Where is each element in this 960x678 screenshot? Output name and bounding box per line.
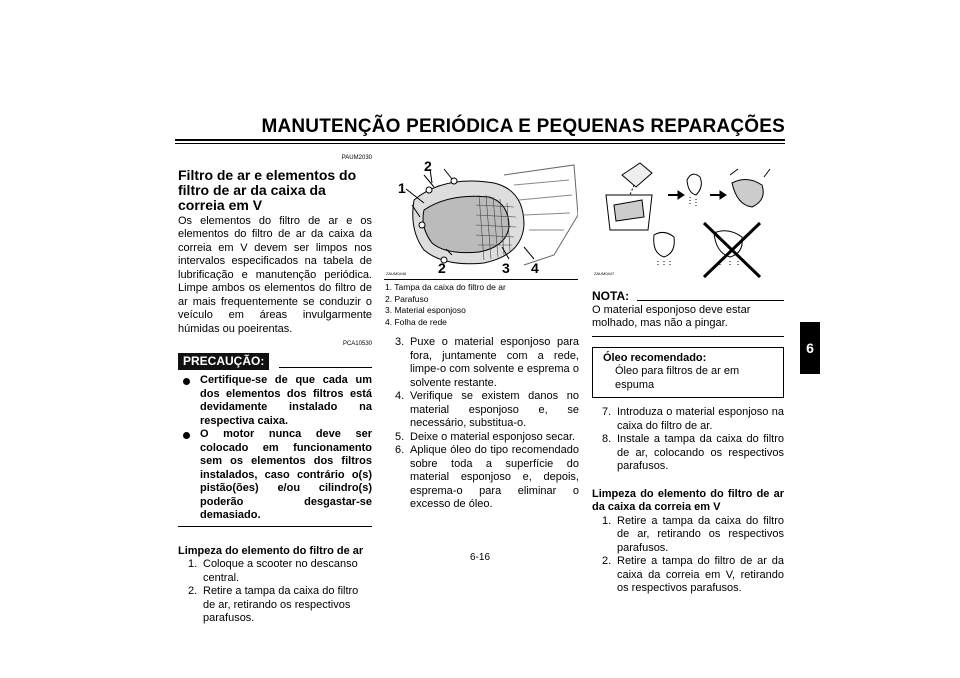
caption-item: 2. Parafuso bbox=[385, 293, 429, 304]
step-item: 1. Retire a tampa da caixa do filtro de ar, retirando os respectivos parafusos. bbox=[602, 514, 784, 554]
callout-2: 2 bbox=[424, 158, 432, 174]
bullet-icon bbox=[183, 378, 190, 385]
title-rule-thin bbox=[175, 143, 785, 144]
ref-code: PAUM2030 bbox=[341, 155, 372, 161]
middle-column bbox=[385, 282, 579, 512]
step-item: 1. Coloque a scooter no descanso central. bbox=[188, 558, 358, 584]
caution-label: PRECAUÇÃO: bbox=[178, 353, 269, 371]
ref-code: PCA10530 bbox=[342, 341, 372, 347]
section-heading: Filtro de ar e elementos do filtro de ar da caixa da correia em V bbox=[178, 166, 357, 213]
callout-3: 3 bbox=[502, 260, 510, 276]
subheading: Limpeza do elemento do filtro de ar bbox=[178, 544, 364, 557]
figure-rule bbox=[384, 279, 578, 280]
page-number: 6-16 bbox=[469, 552, 490, 563]
callout-2b: 2 bbox=[438, 260, 446, 276]
note-label: NOTA: bbox=[592, 289, 630, 303]
left-column bbox=[178, 152, 372, 626]
callout-4: 4 bbox=[531, 260, 539, 276]
oil-illustration bbox=[592, 155, 786, 279]
caption-item: 1. Tampa da caixa do filtro de ar bbox=[385, 282, 506, 292]
chapter-tab: 6 bbox=[800, 322, 820, 374]
caution-item: O motor nunca deve ser colocado em funcionamento sem os elementos dos filtros instalados, caso contrário o(s) pistão(ões) e/ou cilindro(s) poderão desgastar-se demasiado. bbox=[178, 428, 372, 523]
oil-label: Óleo recomendado: bbox=[603, 351, 707, 364]
step-item: 2. Retire a tampa do filtro de ar da caixa da correia em V, retirando os respectivos parafusos. bbox=[602, 555, 784, 594]
caution-header bbox=[178, 353, 372, 371]
step-item: 6. Aplique óleo do tipo recomendado sobre toda a superfície do material esponjoso e, depois, esprema-o para eliminar o excesso de óleo. bbox=[395, 444, 579, 510]
step-item: 2. Retire a tampa da caixa do filtro de ar, retirando os respectivos parafusos. bbox=[188, 585, 359, 624]
step-item: 8. Instale a tampa da caixa do filtro de ar, colocando os respectivos parafusos. bbox=[602, 433, 784, 472]
steps-list bbox=[385, 336, 579, 512]
bullet-icon bbox=[183, 432, 190, 439]
note-rule bbox=[637, 300, 784, 301]
air-filter-illustration bbox=[384, 155, 578, 279]
figure-code: ZAUM0446 bbox=[386, 271, 407, 276]
caption-item: 4. Folha de rede bbox=[385, 316, 447, 327]
note-end-rule bbox=[592, 336, 784, 337]
step-item: 7. Introduza o material esponjoso na caixa do filtro de ar. bbox=[602, 406, 784, 432]
steps-list bbox=[592, 406, 784, 474]
intro-paragraph: Os elementos do filtro de ar e os elementos do filtro de ar da caixa da correia em V devem ser limpos nos intervalos especificados na tabela de lubrificação e manutenção periódica. Limpe ambos os elementos do filtro de ar mais frequentemente se conduzir o veículo em áreas invulgarmente húmidas ou poeirentas. bbox=[178, 214, 372, 335]
step-item: 4. Verifique se existem danos no material esponjoso e, se necessário, substitua-o. bbox=[395, 390, 579, 429]
figure-code: ZAUM0447 bbox=[594, 271, 615, 276]
caption-list bbox=[385, 282, 579, 328]
caption-item: 3. Material esponjoso bbox=[385, 305, 466, 315]
right-column bbox=[592, 290, 784, 596]
oil-figure bbox=[592, 155, 786, 279]
note-text: O material esponjoso deve estar molhado, mas não a pingar. bbox=[592, 303, 751, 329]
title-rule-thick bbox=[175, 139, 785, 141]
oil-value: Óleo para filtros de ar em espuma bbox=[615, 365, 740, 391]
page-title: MANUTENÇÃO PERIÓDICA E PEQUENAS REPARAÇÕES bbox=[261, 116, 785, 137]
air-filter-figure bbox=[384, 155, 578, 279]
step-item: 3. Puxe o material esponjoso para fora, juntamente com a rede, limpe-o com solvente e esprema o solvente restante. bbox=[395, 336, 579, 389]
caution-rule bbox=[279, 367, 372, 368]
caution-item: Certifique-se de que cada um dos elementos dos filtros está devidamente instalado na respectiva caixa. bbox=[178, 374, 372, 428]
note-header bbox=[592, 290, 784, 304]
callout-1: 1 bbox=[398, 180, 406, 196]
step-item: 5. Deixe o material esponjoso secar. bbox=[395, 430, 576, 443]
caution-end-rule bbox=[178, 526, 372, 527]
subheading: Limpeza do elemento do filtro de ar da caixa da correia em V bbox=[592, 487, 784, 513]
recommended-oil-box bbox=[592, 347, 784, 399]
caution-list bbox=[178, 374, 372, 523]
